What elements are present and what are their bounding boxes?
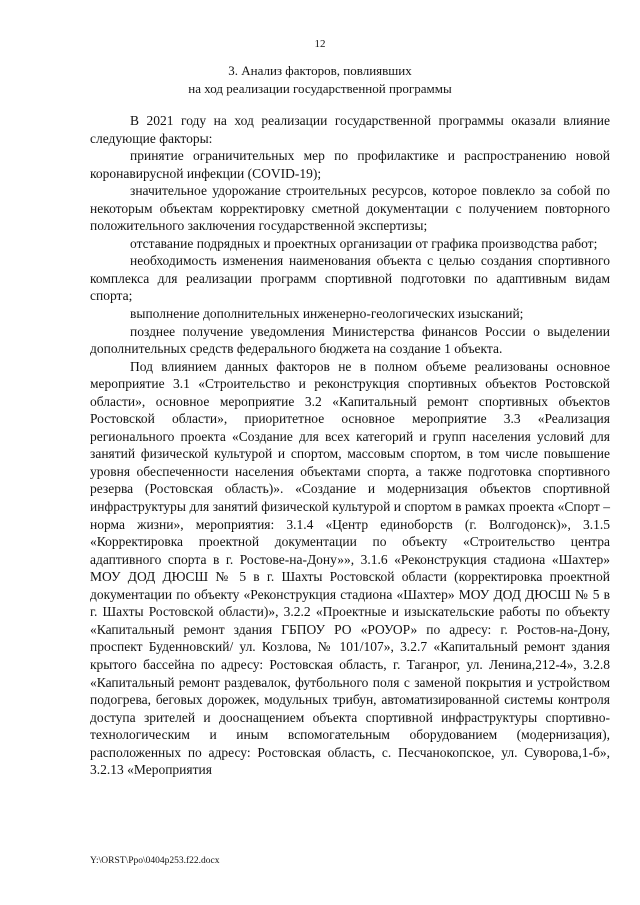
section-heading-line-1: 3. Анализ факторов, повлиявших	[228, 63, 412, 78]
paragraph-factor-surveys: выполнение дополнительных инженерно-геологических изысканий;	[130, 306, 524, 322]
paragraph-factor-delays: отставание подрядных и проектных организации от графика производства работ;	[130, 235, 598, 251]
section-heading-line-2: на ход реализации государственной программы	[188, 81, 452, 96]
document-body	[90, 112, 610, 779]
paragraph-factor-costs: значительное удорожание строительных ресурсов, которое повлекло за собой по некоторым объектам корректировку сметной документации с получением повторного положительного заключения государственной экспертизы;	[90, 183, 610, 234]
paragraph-consequences: Под влиянием данных факторов не в полном объеме реализованы основное мероприятие 3.1 «Строительство и реконструкция спортивных объектов Ростовской области», основное мероприятие 3.2 «Капитальный ремонт спортивных объектов Ростовской области», приоритетное основное мероприятие 3.3 «Реализация регионального проекта «Создание для всех категорий и групп населения условий для занятий физической культурой и спортом, массовым спортом, в том числе повышение уровня обеспеченности населения объектами спорта, а также подготовка спортивного резерва (Ростовская область)». «Создание и модернизация объектов спортивной инфраструктуры для занятий физической культурой и спортом в рамках проекта «Спорт – норма жизни», мероприятия: 3.1.4 «Центр единоборств (г. Волгодонск)», 3.1.5 «Корректировка проектной документации по объекту «Строительство центра адаптивного спорта в г. Ростове-на-Дону»», 3.1.6 «Реконструкция стадиона «Шахтер» МОУ ДОД ДЮСШ № 5 в г. Шахты Ростовской области (корректировка проектной документации по объекту «Реконструкция стадиона «Шахтер» МОУ ДОД ДЮСШ № 5 в г. Шахты Ростовской области)», 3.2.2 «Проектные и изыскательские работы по объекту «Капитальный ремонт здания ГБПОУ РО «РОУОР» по адресу: г. Ростов-на-Дону, проспект Буденновский/ ул. Козлова, № 101/107», 3.2.7 «Капитальный ремонт здания крытого бассейна по адресу: Ростовская область, г. Таганрог, ул. Ленина,212-4», 3.2.8 «Капитальный ремонт раздевалок, футбольного поля с заменой покрытия и устройством подогрева, беговых дорожек, модульных трибун, автоматизированной системы контроля доступа зрителей и дооснащением объекта спортивной инфраструктуры спортивно-технологическим и иным вспомогательным оборудованием (модернизация), расположенных по адресу: Ростовская область, с. Песчанокопское, ул. Суворова,1-б», 3.2.13 «Мероприятия	[90, 358, 610, 778]
page-number: 12	[314, 38, 326, 50]
paragraph-factor-renaming: необходимость изменения наименования объекта с целью создания спортивного комплекса для реализации программ спортивной подготовки по адаптивным видам спорта;	[90, 253, 610, 304]
paragraph-intro: В 2021 году на ход реализации государственной программы оказали влияние следующие факторы:	[90, 113, 610, 146]
paragraph-factor-covid: принятие ограничительных мер по профилактике и распространению новой коронавирусной инфекции (COVID-19);	[90, 148, 610, 181]
file-path-footer: Y:\ORST\Ppo\0404p253.f22.docx	[90, 856, 220, 866]
section-heading	[90, 62, 550, 98]
paragraph-factor-notification: позднее получение уведомления Министерства финансов России о выделении дополнительных средств федерального бюджета на создание 1 объекта.	[90, 323, 610, 357]
